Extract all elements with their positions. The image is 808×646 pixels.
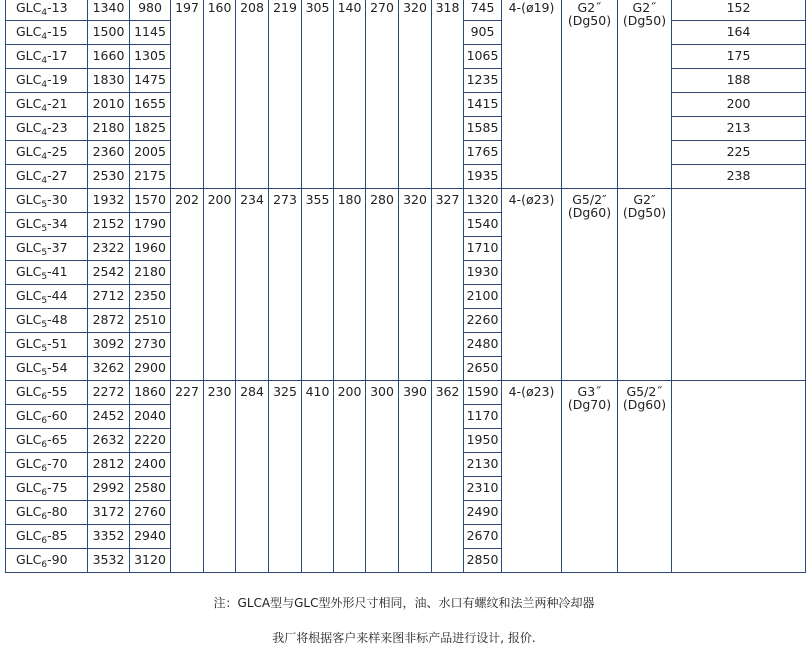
shared-dim-cell: 140 bbox=[334, 0, 366, 189]
weight-cell-empty bbox=[672, 189, 806, 381]
model-cell bbox=[6, 0, 88, 21]
oil-port-dg: (Dg60) bbox=[567, 205, 612, 220]
length-a-cell: 1932 bbox=[88, 189, 130, 213]
model-number: 21 bbox=[51, 96, 68, 111]
model-cell bbox=[6, 549, 88, 573]
model-cell bbox=[6, 165, 88, 189]
model-number: 23 bbox=[51, 120, 68, 135]
shared-dim-cell: 180 bbox=[334, 189, 366, 381]
water-port-dg: (Dg50) bbox=[622, 13, 667, 28]
length-b-cell: 2760 bbox=[130, 501, 171, 525]
model-subscript: 6 bbox=[41, 488, 48, 498]
water-port-dg: (Dg50) bbox=[622, 205, 667, 220]
model-cell bbox=[6, 189, 88, 213]
length-a-cell: 2152 bbox=[88, 213, 130, 237]
model-prefix: GLC bbox=[16, 384, 42, 399]
model-prefix: GLC bbox=[16, 264, 42, 279]
shared-dim-cell: 300 bbox=[366, 381, 399, 573]
model-subscript: 5 bbox=[41, 368, 48, 378]
model-subscript: 4 bbox=[41, 176, 48, 186]
length-a-cell: 3172 bbox=[88, 501, 130, 525]
length-b-cell: 3120 bbox=[130, 549, 171, 573]
shared-dim-cell: 160 bbox=[204, 0, 236, 189]
length-a-cell: 2632 bbox=[88, 429, 130, 453]
model-prefix: GLC bbox=[16, 480, 42, 495]
model-dash: - bbox=[47, 384, 52, 399]
length-a-cell: 2010 bbox=[88, 93, 130, 117]
model-number: 55 bbox=[51, 384, 68, 399]
length-l-cell: 905 bbox=[464, 21, 502, 45]
length-l-cell: 2650 bbox=[464, 357, 502, 381]
length-l-cell: 1235 bbox=[464, 69, 502, 93]
model-subscript: 6 bbox=[41, 512, 48, 522]
model-prefix: GLC bbox=[16, 288, 42, 303]
weight-cell: 175 bbox=[672, 45, 806, 69]
length-b-cell: 1860 bbox=[130, 381, 171, 405]
length-l-cell: 2310 bbox=[464, 477, 502, 501]
model-cell bbox=[6, 21, 88, 45]
length-l-cell: 1065 bbox=[464, 45, 502, 69]
model-prefix: GLC bbox=[16, 336, 42, 351]
shared-dim-cell: 390 bbox=[399, 381, 432, 573]
length-l-cell: 2670 bbox=[464, 525, 502, 549]
model-dash: - bbox=[47, 48, 52, 63]
shared-dim-cell: 284 bbox=[236, 381, 269, 573]
model-subscript: 5 bbox=[41, 296, 48, 306]
shared-dim-cell: 280 bbox=[366, 189, 399, 381]
model-number: 25 bbox=[51, 144, 68, 159]
model-cell bbox=[6, 69, 88, 93]
model-subscript: 4 bbox=[41, 128, 48, 138]
model-prefix: GLC bbox=[16, 312, 42, 327]
shared-dim-cell: 410 bbox=[302, 381, 334, 573]
length-b-cell: 2005 bbox=[130, 141, 171, 165]
length-l-cell: 1320 bbox=[464, 189, 502, 213]
model-subscript: 6 bbox=[41, 392, 48, 402]
length-a-cell: 2812 bbox=[88, 453, 130, 477]
length-b-cell: 2510 bbox=[130, 309, 171, 333]
model-number: 13 bbox=[51, 0, 68, 15]
model-dash: - bbox=[47, 264, 52, 279]
model-subscript: 4 bbox=[41, 104, 48, 114]
shared-dim-cell: 230 bbox=[204, 381, 236, 573]
length-l-cell: 1415 bbox=[464, 93, 502, 117]
model-prefix: GLC bbox=[16, 432, 42, 447]
model-dash: - bbox=[47, 288, 52, 303]
model-subscript: 5 bbox=[41, 200, 48, 210]
model-number: 48 bbox=[51, 312, 68, 327]
length-a-cell: 3262 bbox=[88, 357, 130, 381]
length-b-cell: 2400 bbox=[130, 453, 171, 477]
model-cell bbox=[6, 357, 88, 381]
model-dash: - bbox=[47, 0, 52, 15]
model-cell bbox=[6, 477, 88, 501]
model-prefix: GLC bbox=[16, 96, 42, 111]
length-a-cell: 1340 bbox=[88, 0, 130, 21]
oil-port-cell bbox=[562, 189, 618, 381]
length-a-cell: 2992 bbox=[88, 477, 130, 501]
length-b-cell: 2900 bbox=[130, 357, 171, 381]
length-b-cell: 980 bbox=[130, 0, 171, 21]
length-a-cell: 1660 bbox=[88, 45, 130, 69]
weight-cell-empty bbox=[672, 381, 806, 573]
length-b-cell: 2730 bbox=[130, 333, 171, 357]
length-l-cell: 2100 bbox=[464, 285, 502, 309]
length-l-cell: 2480 bbox=[464, 333, 502, 357]
length-a-cell: 3532 bbox=[88, 549, 130, 573]
shared-dim-cell: 270 bbox=[366, 0, 399, 189]
model-dash: - bbox=[47, 528, 52, 543]
model-dash: - bbox=[47, 96, 52, 111]
length-l-cell: 1765 bbox=[464, 141, 502, 165]
table-row bbox=[6, 0, 806, 21]
table-row bbox=[6, 189, 806, 213]
shared-dim-cell: 197 bbox=[171, 0, 204, 189]
model-dash: - bbox=[47, 24, 52, 39]
length-l-cell: 1170 bbox=[464, 405, 502, 429]
model-subscript: 5 bbox=[41, 272, 48, 282]
shared-dim-cell: 362 bbox=[432, 381, 464, 573]
model-cell bbox=[6, 45, 88, 69]
length-a-cell: 2322 bbox=[88, 237, 130, 261]
length-a-cell: 2712 bbox=[88, 285, 130, 309]
weight-cell: 164 bbox=[672, 21, 806, 45]
weight-cell: 188 bbox=[672, 69, 806, 93]
weight-cell: 152 bbox=[672, 0, 806, 21]
model-dash: - bbox=[47, 456, 52, 471]
length-a-cell: 2180 bbox=[88, 117, 130, 141]
model-subscript: 4 bbox=[41, 56, 48, 66]
length-b-cell: 2350 bbox=[130, 285, 171, 309]
model-dash: - bbox=[47, 504, 52, 519]
length-a-cell: 1500 bbox=[88, 21, 130, 45]
model-dash: - bbox=[47, 408, 52, 423]
model-number: 75 bbox=[51, 480, 68, 495]
length-l-cell: 2850 bbox=[464, 549, 502, 573]
length-b-cell: 2180 bbox=[130, 261, 171, 285]
model-dash: - bbox=[47, 192, 52, 207]
shared-dim-cell: 200 bbox=[334, 381, 366, 573]
length-l-cell: 1540 bbox=[464, 213, 502, 237]
model-dash: - bbox=[47, 552, 52, 567]
water-port-thread: G2″ bbox=[633, 192, 656, 207]
model-subscript: 5 bbox=[41, 248, 48, 258]
model-prefix: GLC bbox=[16, 168, 42, 183]
length-l-cell: 745 bbox=[464, 0, 502, 21]
model-dash: - bbox=[47, 312, 52, 327]
shared-dim-cell: 318 bbox=[432, 0, 464, 189]
model-prefix: GLC bbox=[16, 144, 42, 159]
model-number: 19 bbox=[51, 72, 68, 87]
length-l-cell: 2130 bbox=[464, 453, 502, 477]
bolt-holes-cell: 4-(ø19) bbox=[502, 0, 562, 189]
length-b-cell: 1825 bbox=[130, 117, 171, 141]
length-b-cell: 1655 bbox=[130, 93, 171, 117]
model-cell bbox=[6, 309, 88, 333]
length-l-cell: 1935 bbox=[464, 165, 502, 189]
model-subscript: 6 bbox=[41, 560, 48, 570]
length-l-cell: 1930 bbox=[464, 261, 502, 285]
weight-cell: 225 bbox=[672, 141, 806, 165]
model-prefix: GLC bbox=[16, 0, 42, 15]
model-prefix: GLC bbox=[16, 456, 42, 471]
model-number: 44 bbox=[51, 288, 68, 303]
shared-dim-cell: 227 bbox=[171, 381, 204, 573]
water-port-cell bbox=[618, 381, 672, 573]
model-number: 15 bbox=[51, 24, 68, 39]
model-cell bbox=[6, 405, 88, 429]
length-a-cell: 2542 bbox=[88, 261, 130, 285]
shared-dim-cell: 305 bbox=[302, 0, 334, 189]
length-l-cell: 1585 bbox=[464, 117, 502, 141]
water-port-thread: G5/2˝ bbox=[626, 384, 663, 399]
model-dash: - bbox=[47, 144, 52, 159]
model-prefix: GLC bbox=[16, 48, 42, 63]
shared-dim-cell: 320 bbox=[399, 189, 432, 381]
model-cell bbox=[6, 381, 88, 405]
model-cell bbox=[6, 501, 88, 525]
shared-dim-cell: 320 bbox=[399, 0, 432, 189]
model-cell bbox=[6, 93, 88, 117]
shared-dim-cell: 234 bbox=[236, 189, 269, 381]
length-l-cell: 1590 bbox=[464, 381, 502, 405]
oil-port-thread: G2˝ bbox=[577, 0, 602, 15]
model-cell bbox=[6, 525, 88, 549]
length-b-cell: 1570 bbox=[130, 189, 171, 213]
length-b-cell: 2040 bbox=[130, 405, 171, 429]
model-dash: - bbox=[47, 240, 52, 255]
length-a-cell: 2872 bbox=[88, 309, 130, 333]
model-cell bbox=[6, 117, 88, 141]
model-number: 27 bbox=[51, 168, 68, 183]
model-cell bbox=[6, 141, 88, 165]
model-subscript: 6 bbox=[41, 440, 48, 450]
model-subscript: 5 bbox=[41, 224, 48, 234]
model-prefix: GLC bbox=[16, 528, 42, 543]
shared-dim-cell: 355 bbox=[302, 189, 334, 381]
weight-cell: 200 bbox=[672, 93, 806, 117]
model-subscript: 5 bbox=[41, 320, 48, 330]
model-cell bbox=[6, 429, 88, 453]
length-a-cell: 3092 bbox=[88, 333, 130, 357]
model-number: 41 bbox=[51, 264, 68, 279]
model-subscript: 5 bbox=[41, 344, 48, 354]
model-cell bbox=[6, 237, 88, 261]
model-cell bbox=[6, 213, 88, 237]
model-dash: - bbox=[47, 168, 52, 183]
model-cell bbox=[6, 261, 88, 285]
length-a-cell: 2530 bbox=[88, 165, 130, 189]
model-subscript: 4 bbox=[41, 152, 48, 162]
length-b-cell: 1305 bbox=[130, 45, 171, 69]
length-l-cell: 1950 bbox=[464, 429, 502, 453]
length-l-cell: 2490 bbox=[464, 501, 502, 525]
model-number: 30 bbox=[51, 192, 68, 207]
model-number: 65 bbox=[51, 432, 68, 447]
model-dash: - bbox=[47, 120, 52, 135]
bolt-holes-cell: 4-(ø23) bbox=[502, 189, 562, 381]
model-number: 70 bbox=[51, 456, 68, 471]
length-a-cell: 3352 bbox=[88, 525, 130, 549]
note-line-2: 我厂将根据客户来样来图非标产品进行设计, 报价. bbox=[272, 631, 536, 645]
model-prefix: GLC bbox=[16, 504, 42, 519]
model-subscript: 6 bbox=[41, 536, 48, 546]
oil-port-dg: (Dg50) bbox=[567, 13, 612, 28]
model-subscript: 4 bbox=[41, 8, 48, 18]
shared-dim-cell: 208 bbox=[236, 0, 269, 189]
model-number: 80 bbox=[51, 504, 68, 519]
shared-dim-cell: 327 bbox=[432, 189, 464, 381]
dimensions-table bbox=[5, 0, 806, 573]
oil-port-thread: G3˝ bbox=[577, 384, 602, 399]
weight-cell: 213 bbox=[672, 117, 806, 141]
oil-port-cell bbox=[562, 0, 618, 189]
model-prefix: GLC bbox=[16, 216, 42, 231]
model-prefix: GLC bbox=[16, 408, 42, 423]
model-prefix: GLC bbox=[16, 72, 42, 87]
length-b-cell: 2220 bbox=[130, 429, 171, 453]
table-row bbox=[6, 381, 806, 405]
water-port-cell bbox=[618, 0, 672, 189]
model-dash: - bbox=[47, 432, 52, 447]
shared-dim-cell: 219 bbox=[269, 0, 302, 189]
oil-port-cell bbox=[562, 381, 618, 573]
model-prefix: GLC bbox=[16, 192, 42, 207]
model-number: 17 bbox=[51, 48, 68, 63]
length-a-cell: 2452 bbox=[88, 405, 130, 429]
length-b-cell: 1960 bbox=[130, 237, 171, 261]
length-a-cell: 1830 bbox=[88, 69, 130, 93]
model-subscript: 6 bbox=[41, 416, 48, 426]
model-cell bbox=[6, 285, 88, 309]
shared-dim-cell: 325 bbox=[269, 381, 302, 573]
water-port-thread: G2˝ bbox=[632, 0, 657, 15]
model-dash: - bbox=[47, 72, 52, 87]
shared-dim-cell: 273 bbox=[269, 189, 302, 381]
model-prefix: GLC bbox=[16, 120, 42, 135]
length-b-cell: 1475 bbox=[130, 69, 171, 93]
model-dash: - bbox=[47, 336, 52, 351]
length-l-cell: 2260 bbox=[464, 309, 502, 333]
oil-port-dg: (Dg70) bbox=[567, 397, 612, 412]
model-prefix: GLC bbox=[16, 552, 42, 567]
length-b-cell: 2175 bbox=[130, 165, 171, 189]
model-number: 37 bbox=[51, 240, 68, 255]
length-b-cell: 2940 bbox=[130, 525, 171, 549]
model-cell bbox=[6, 453, 88, 477]
bolt-holes-cell: 4-(ø23) bbox=[502, 381, 562, 573]
model-number: 85 bbox=[51, 528, 68, 543]
model-subscript: 4 bbox=[41, 80, 48, 90]
table-body bbox=[6, 0, 806, 573]
length-a-cell: 2272 bbox=[88, 381, 130, 405]
model-number: 90 bbox=[51, 552, 68, 567]
model-number: 51 bbox=[51, 336, 68, 351]
model-subscript: 6 bbox=[41, 464, 48, 474]
model-number: 34 bbox=[51, 216, 68, 231]
water-port-cell bbox=[618, 189, 672, 381]
shared-dim-cell: 200 bbox=[204, 189, 236, 381]
model-subscript: 4 bbox=[41, 32, 48, 42]
model-prefix: GLC bbox=[16, 24, 42, 39]
length-b-cell: 2580 bbox=[130, 477, 171, 501]
model-dash: - bbox=[47, 360, 52, 375]
length-a-cell: 2360 bbox=[88, 141, 130, 165]
water-port-dg: (Dg60) bbox=[622, 397, 667, 412]
weight-cell: 238 bbox=[672, 165, 806, 189]
model-dash: - bbox=[47, 216, 52, 231]
length-l-cell: 1710 bbox=[464, 237, 502, 261]
note-line-1: 注：GLCA型与GLC型外形尺寸相同，油、水口有螺纹和法兰两种冷却器 bbox=[213, 596, 595, 610]
model-number: 54 bbox=[51, 360, 68, 375]
oil-port-thread: G5/2″ bbox=[572, 192, 607, 207]
model-cell bbox=[6, 333, 88, 357]
length-b-cell: 1145 bbox=[130, 21, 171, 45]
model-prefix: GLC bbox=[16, 240, 42, 255]
model-dash: - bbox=[47, 480, 52, 495]
model-number: 60 bbox=[51, 408, 68, 423]
length-b-cell: 1790 bbox=[130, 213, 171, 237]
shared-dim-cell: 202 bbox=[171, 189, 204, 381]
model-prefix: GLC bbox=[16, 360, 42, 375]
